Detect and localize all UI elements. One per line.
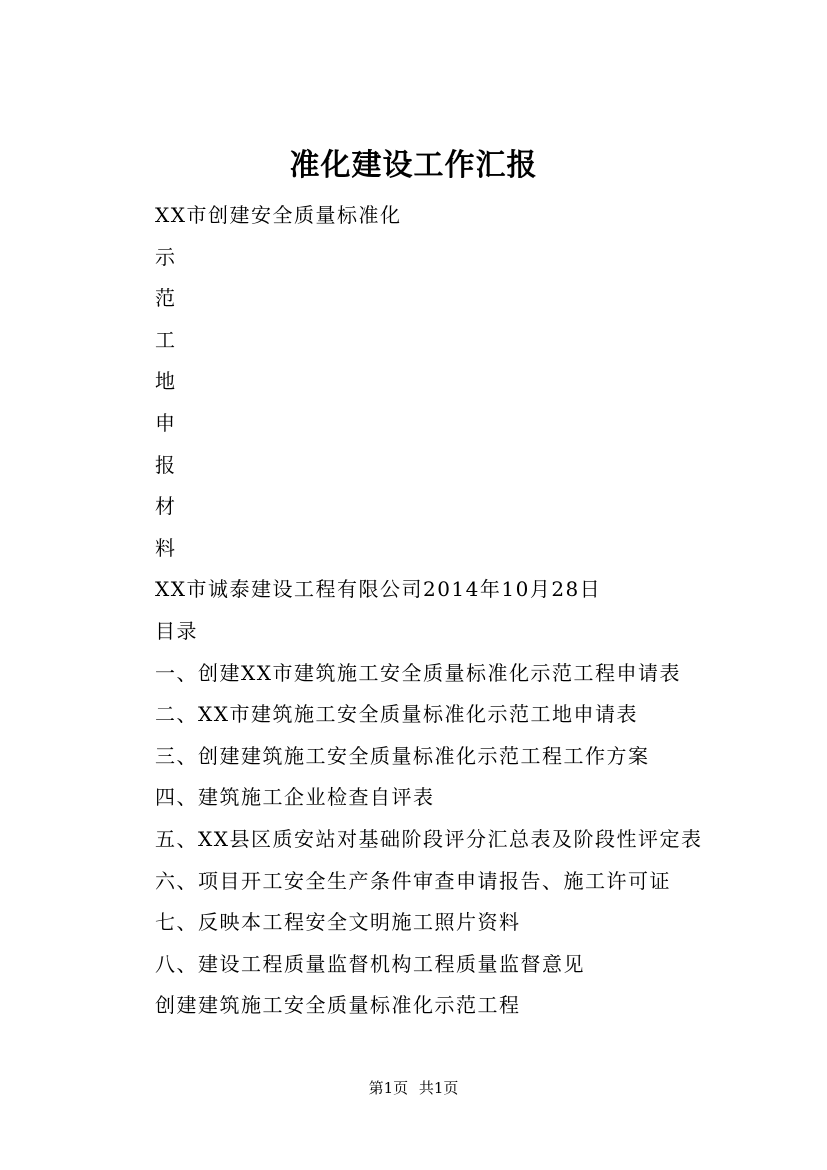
toc-item: 八、建设工程质量监督机构工程质量监督意见 xyxy=(155,951,585,976)
toc-item: 五、XX县区质安站对基础阶段评分汇总表及阶段性评定表 xyxy=(155,826,703,851)
toc-item: 四、建筑施工企业检查自评表 xyxy=(155,785,435,810)
toc-item: 三、创建建筑施工安全质量标准化示范工程工作方案 xyxy=(155,743,650,768)
page-footer xyxy=(0,1078,827,1098)
page-number: 第1页 xyxy=(368,1079,409,1097)
document-body xyxy=(155,197,795,1029)
page-total: 共1页 xyxy=(418,1079,459,1097)
toc-item: 二、XX市建筑施工安全质量标准化示范工地申请表 xyxy=(155,702,638,727)
line-vertical-char: 料 xyxy=(155,535,177,560)
line-vertical-char: 地 xyxy=(155,369,177,394)
line-company-date: XX市诚泰建设工程有限公司2014年10月28日 xyxy=(155,577,602,602)
line-vertical-char: 报 xyxy=(155,452,177,477)
toc-item: 六、项目开工安全生产条件审查申请报告、施工许可证 xyxy=(155,868,671,893)
line-vertical-char: 示 xyxy=(155,244,177,269)
toc-item: 一、创建XX市建筑施工安全质量标准化示范工程申请表 xyxy=(155,660,681,685)
body-text-line: 创建建筑施工安全质量标准化示范工程 xyxy=(155,993,521,1018)
line-vertical-char: 工 xyxy=(155,327,177,352)
line-vertical-char: 申 xyxy=(155,410,177,435)
line-vertical-char: 范 xyxy=(155,286,177,311)
toc-heading: 目录 xyxy=(155,618,198,643)
line-vertical-char: 材 xyxy=(155,494,177,519)
document-title: 准化建设工作汇报 xyxy=(289,148,538,183)
toc-item: 七、反映本工程安全文明施工照片资料 xyxy=(155,910,521,935)
line-subject: XX市创建安全质量标准化 xyxy=(155,203,402,227)
